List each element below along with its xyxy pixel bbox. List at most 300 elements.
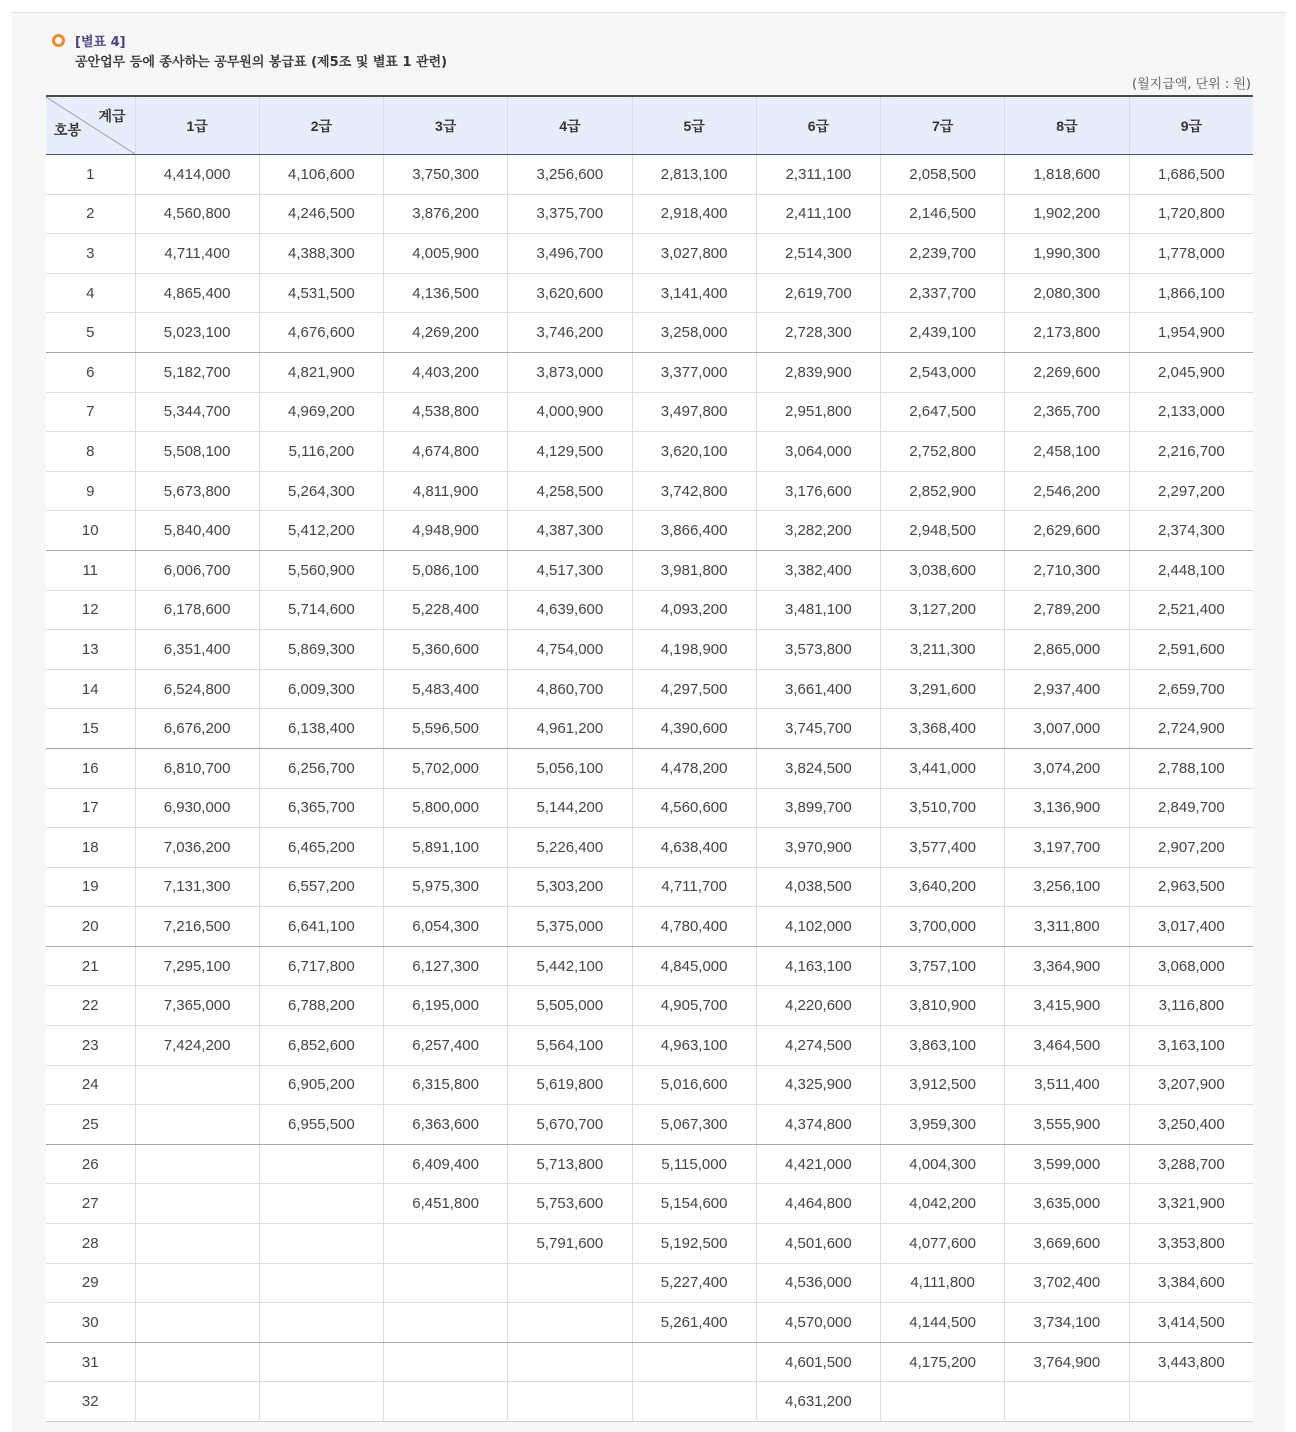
salary-cell: 4,780,400 — [632, 907, 756, 947]
step-cell: 27 — [46, 1184, 135, 1224]
salary-cell: 5,016,600 — [632, 1065, 756, 1105]
salary-cell — [1129, 1382, 1253, 1422]
salary-cell: 2,591,600 — [1129, 630, 1253, 670]
salary-cell: 3,441,000 — [881, 748, 1005, 788]
salary-cell: 5,375,000 — [508, 907, 632, 947]
salary-cell: 5,303,200 — [508, 867, 632, 907]
salary-cell: 4,274,500 — [756, 1026, 880, 1066]
salary-cell: 5,227,400 — [632, 1263, 756, 1303]
salary-cell — [259, 1144, 383, 1184]
salary-cell: 5,753,600 — [508, 1184, 632, 1224]
salary-cell: 4,845,000 — [632, 946, 756, 986]
salary-cell: 4,129,500 — [508, 432, 632, 472]
salary-cell: 3,007,000 — [1005, 709, 1129, 749]
salary-cell: 3,866,400 — [632, 511, 756, 551]
salary-cell: 4,948,900 — [384, 511, 508, 551]
salary-cell — [508, 1342, 632, 1382]
column-header: 6급 — [756, 96, 880, 155]
table-row — [46, 630, 1253, 670]
table-row — [46, 828, 1253, 868]
salary-cell: 6,363,600 — [384, 1105, 508, 1145]
salary-cell: 3,068,000 — [1129, 946, 1253, 986]
salary-cell: 2,546,200 — [1005, 471, 1129, 511]
salary-cell — [384, 1224, 508, 1264]
salary-cell — [632, 1342, 756, 1382]
salary-cell: 2,297,200 — [1129, 471, 1253, 511]
salary-cell: 5,412,200 — [259, 511, 383, 551]
salary-cell: 5,975,300 — [384, 867, 508, 907]
circle-bullet-icon — [52, 34, 65, 47]
table-row — [46, 1105, 1253, 1145]
salary-cell: 4,077,600 — [881, 1224, 1005, 1264]
step-cell: 2 — [46, 194, 135, 234]
salary-cell: 2,058,500 — [881, 155, 1005, 195]
salary-cell: 6,257,400 — [384, 1026, 508, 1066]
salary-cell: 3,464,500 — [1005, 1026, 1129, 1066]
salary-cell: 2,080,300 — [1005, 273, 1129, 313]
step-cell: 15 — [46, 709, 135, 749]
salary-cell: 5,800,000 — [384, 788, 508, 828]
salary-cell: 3,635,000 — [1005, 1184, 1129, 1224]
salary-cell: 5,344,700 — [135, 392, 259, 432]
salary-cell: 3,291,600 — [881, 669, 1005, 709]
salary-cell: 2,439,100 — [881, 313, 1005, 353]
table-row — [46, 550, 1253, 590]
salary-cell: 3,750,300 — [384, 155, 508, 195]
salary-cell: 3,375,700 — [508, 194, 632, 234]
salary-cell: 5,182,700 — [135, 352, 259, 392]
salary-cell — [632, 1382, 756, 1422]
salary-cell: 2,045,900 — [1129, 352, 1253, 392]
salary-cell — [508, 1382, 632, 1422]
salary-cell: 4,246,500 — [259, 194, 383, 234]
salary-cell: 3,669,600 — [1005, 1224, 1129, 1264]
salary-cell: 5,560,900 — [259, 550, 383, 590]
salary-cell: 3,127,200 — [881, 590, 1005, 630]
salary-cell: 1,902,200 — [1005, 194, 1129, 234]
salary-cell — [1005, 1382, 1129, 1422]
salary-cell: 4,297,500 — [632, 669, 756, 709]
salary-cell: 4,004,300 — [881, 1144, 1005, 1184]
salary-cell: 3,876,200 — [384, 194, 508, 234]
column-header: 9급 — [1129, 96, 1253, 155]
salary-cell: 5,261,400 — [632, 1303, 756, 1343]
column-header: 5급 — [632, 96, 756, 155]
salary-cell: 4,042,200 — [881, 1184, 1005, 1224]
salary-cell — [259, 1382, 383, 1422]
salary-cell: 2,752,800 — [881, 432, 1005, 472]
salary-cell: 2,619,700 — [756, 273, 880, 313]
salary-cell: 6,905,200 — [259, 1065, 383, 1105]
salary-cell: 4,905,700 — [632, 986, 756, 1026]
step-cell: 11 — [46, 550, 135, 590]
salary-cell: 3,321,900 — [1129, 1184, 1253, 1224]
salary-cell: 4,821,900 — [259, 352, 383, 392]
salary-cell: 4,570,000 — [756, 1303, 880, 1343]
salary-cell: 3,599,000 — [1005, 1144, 1129, 1184]
salary-cell: 3,959,300 — [881, 1105, 1005, 1145]
step-cell: 5 — [46, 313, 135, 353]
salary-cell: 5,023,100 — [135, 313, 259, 353]
salary-cell: 2,937,400 — [1005, 669, 1129, 709]
salary-cell: 6,930,000 — [135, 788, 259, 828]
salary-cell: 3,702,400 — [1005, 1263, 1129, 1303]
salary-cell: 5,619,800 — [508, 1065, 632, 1105]
salary-cell: 3,414,500 — [1129, 1303, 1253, 1343]
salary-cell: 3,364,900 — [1005, 946, 1129, 986]
salary-cell: 3,207,900 — [1129, 1065, 1253, 1105]
salary-cell: 7,424,200 — [135, 1026, 259, 1066]
content-frame — [12, 12, 1286, 1432]
step-cell: 6 — [46, 352, 135, 392]
salary-cell: 3,197,700 — [1005, 828, 1129, 868]
salary-cell: 2,411,100 — [756, 194, 880, 234]
salary-cell: 2,374,300 — [1129, 511, 1253, 551]
salary-cell: 5,264,300 — [259, 471, 383, 511]
salary-cell: 4,961,200 — [508, 709, 632, 749]
salary-cell — [259, 1342, 383, 1382]
step-cell: 7 — [46, 392, 135, 432]
salary-cell: 4,198,900 — [632, 630, 756, 670]
salary-cell: 2,951,800 — [756, 392, 880, 432]
salary-cell: 3,511,400 — [1005, 1065, 1129, 1105]
appendix-tag: [별표 4] — [75, 35, 126, 50]
table-body — [46, 155, 1253, 1422]
salary-cell — [135, 1342, 259, 1382]
step-cell: 12 — [46, 590, 135, 630]
salary-cell: 3,176,600 — [756, 471, 880, 511]
salary-cell: 3,742,800 — [632, 471, 756, 511]
salary-cell: 4,639,600 — [508, 590, 632, 630]
table-row — [46, 1144, 1253, 1184]
salary-cell: 2,907,200 — [1129, 828, 1253, 868]
step-cell: 10 — [46, 511, 135, 551]
table-row — [46, 1224, 1253, 1264]
table-row — [46, 748, 1253, 788]
salary-cell: 4,136,500 — [384, 273, 508, 313]
salary-cell: 5,702,000 — [384, 748, 508, 788]
salary-cell: 5,713,800 — [508, 1144, 632, 1184]
salary-cell: 4,501,600 — [756, 1224, 880, 1264]
salary-cell: 5,840,400 — [135, 511, 259, 551]
step-cell: 14 — [46, 669, 135, 709]
salary-cell: 5,116,200 — [259, 432, 383, 472]
salary-cell: 5,670,700 — [508, 1105, 632, 1145]
step-cell: 28 — [46, 1224, 135, 1264]
salary-cell: 6,256,700 — [259, 748, 383, 788]
step-cell: 1 — [46, 155, 135, 195]
salary-cell: 4,000,900 — [508, 392, 632, 432]
salary-cell: 4,517,300 — [508, 550, 632, 590]
salary-cell: 4,106,600 — [259, 155, 383, 195]
salary-cell: 4,258,500 — [508, 471, 632, 511]
salary-cell: 1,990,300 — [1005, 234, 1129, 274]
salary-cell — [135, 1303, 259, 1343]
salary-cell: 4,865,400 — [135, 273, 259, 313]
salary-cell: 3,899,700 — [756, 788, 880, 828]
table-row — [46, 471, 1253, 511]
table-row — [46, 352, 1253, 392]
salary-cell: 6,138,400 — [259, 709, 383, 749]
salary-cell: 5,442,100 — [508, 946, 632, 986]
header-row — [46, 96, 1253, 155]
salary-cell: 5,869,300 — [259, 630, 383, 670]
salary-cell: 3,510,700 — [881, 788, 1005, 828]
salary-cell: 3,555,900 — [1005, 1105, 1129, 1145]
salary-cell: 3,311,800 — [1005, 907, 1129, 947]
salary-cell: 2,239,700 — [881, 234, 1005, 274]
salary-cell: 3,282,200 — [756, 511, 880, 551]
salary-cell — [135, 1382, 259, 1422]
salary-cell: 6,641,100 — [259, 907, 383, 947]
salary-cell: 6,524,800 — [135, 669, 259, 709]
salary-cell: 3,496,700 — [508, 234, 632, 274]
salary-cell: 2,813,100 — [632, 155, 756, 195]
salary-cell — [384, 1303, 508, 1343]
salary-cell: 5,791,600 — [508, 1224, 632, 1264]
table-row — [46, 907, 1253, 947]
salary-cell: 2,629,600 — [1005, 511, 1129, 551]
salary-cell: 1,954,900 — [1129, 313, 1253, 353]
salary-cell: 2,948,500 — [881, 511, 1005, 551]
salary-cell: 5,483,400 — [384, 669, 508, 709]
salary-cell: 3,415,900 — [1005, 986, 1129, 1026]
table-row — [46, 788, 1253, 828]
salary-cell: 5,564,100 — [508, 1026, 632, 1066]
salary-cell: 6,717,800 — [259, 946, 383, 986]
salary-cell: 2,365,700 — [1005, 392, 1129, 432]
table-header — [46, 96, 1253, 155]
salary-cell — [259, 1224, 383, 1264]
salary-cell: 6,054,300 — [384, 907, 508, 947]
step-cell: 20 — [46, 907, 135, 947]
salary-cell: 5,067,300 — [632, 1105, 756, 1145]
salary-cell: 3,377,000 — [632, 352, 756, 392]
salary-cell: 6,409,400 — [384, 1144, 508, 1184]
salary-cell: 4,093,200 — [632, 590, 756, 630]
salary-cell: 2,710,300 — [1005, 550, 1129, 590]
salary-cell — [259, 1303, 383, 1343]
column-header: 3급 — [384, 96, 508, 155]
salary-cell: 2,146,500 — [881, 194, 1005, 234]
salary-cell: 3,734,100 — [1005, 1303, 1129, 1343]
salary-cell — [135, 1224, 259, 1264]
table-row — [46, 590, 1253, 630]
table-row — [46, 986, 1253, 1026]
column-header: 4급 — [508, 96, 632, 155]
salary-cell: 2,173,800 — [1005, 313, 1129, 353]
salary-cell: 6,676,200 — [135, 709, 259, 749]
salary-cell: 6,788,200 — [259, 986, 383, 1026]
salary-cell: 5,192,500 — [632, 1224, 756, 1264]
column-header: 1급 — [135, 96, 259, 155]
table-row — [46, 946, 1253, 986]
salary-cell: 3,116,800 — [1129, 986, 1253, 1026]
salary-cell: 5,144,200 — [508, 788, 632, 828]
salary-cell: 4,860,700 — [508, 669, 632, 709]
step-cell: 16 — [46, 748, 135, 788]
column-header: 7급 — [881, 96, 1005, 155]
salary-cell: 2,918,400 — [632, 194, 756, 234]
salary-cell: 2,659,700 — [1129, 669, 1253, 709]
salary-cell: 6,810,700 — [135, 748, 259, 788]
salary-cell: 7,216,500 — [135, 907, 259, 947]
salary-cell: 4,601,500 — [756, 1342, 880, 1382]
salary-cell: 5,228,400 — [384, 590, 508, 630]
salary-cell: 4,464,800 — [756, 1184, 880, 1224]
salary-cell: 4,421,000 — [756, 1144, 880, 1184]
salary-cell: 4,374,800 — [756, 1105, 880, 1145]
salary-cell: 4,111,800 — [881, 1263, 1005, 1303]
salary-cell: 2,543,000 — [881, 352, 1005, 392]
grade-axis-label: 계급 — [98, 108, 126, 124]
salary-cell: 5,673,800 — [135, 471, 259, 511]
table-row — [46, 392, 1253, 432]
salary-cell: 5,505,000 — [508, 986, 632, 1026]
step-cell: 3 — [46, 234, 135, 274]
salary-cell: 2,728,300 — [756, 313, 880, 353]
salary-cell: 6,315,800 — [384, 1065, 508, 1105]
table-row — [46, 669, 1253, 709]
salary-cell: 3,873,000 — [508, 352, 632, 392]
salary-cell: 3,256,100 — [1005, 867, 1129, 907]
salary-cell: 4,638,400 — [632, 828, 756, 868]
salary-cell: 2,311,100 — [756, 155, 880, 195]
salary-cell: 4,536,000 — [756, 1263, 880, 1303]
salary-cell: 4,102,000 — [756, 907, 880, 947]
salary-cell — [135, 1144, 259, 1184]
salary-cell: 4,403,200 — [384, 352, 508, 392]
salary-cell: 3,163,100 — [1129, 1026, 1253, 1066]
salary-cell: 3,573,800 — [756, 630, 880, 670]
salary-cell: 3,353,800 — [1129, 1224, 1253, 1264]
salary-cell: 2,788,100 — [1129, 748, 1253, 788]
salary-cell: 1,778,000 — [1129, 234, 1253, 274]
table-row — [46, 432, 1253, 472]
salary-cell — [508, 1303, 632, 1343]
salary-cell: 4,038,500 — [756, 867, 880, 907]
salary-cell: 4,676,600 — [259, 313, 383, 353]
salary-cell: 3,700,000 — [881, 907, 1005, 947]
corner-cell — [46, 96, 135, 155]
salary-cell: 3,382,400 — [756, 550, 880, 590]
salary-cell: 7,365,000 — [135, 986, 259, 1026]
salary-cell: 3,074,200 — [1005, 748, 1129, 788]
unit-note: (월지급액, 단위 : 원) — [1132, 77, 1251, 92]
step-cell: 24 — [46, 1065, 135, 1105]
salary-cell: 3,017,400 — [1129, 907, 1253, 947]
salary-cell: 5,056,100 — [508, 748, 632, 788]
step-cell: 18 — [46, 828, 135, 868]
table-row — [46, 155, 1253, 195]
salary-cell: 1,686,500 — [1129, 155, 1253, 195]
step-cell: 9 — [46, 471, 135, 511]
salary-cell: 5,891,100 — [384, 828, 508, 868]
salary-cell: 4,711,400 — [135, 234, 259, 274]
salary-cell: 4,163,100 — [756, 946, 880, 986]
salary-table-section — [46, 13, 1253, 1411]
salary-cell: 1,866,100 — [1129, 273, 1253, 313]
salary-cell — [135, 1065, 259, 1105]
salary-cell: 4,325,900 — [756, 1065, 880, 1105]
section-heading — [46, 13, 1253, 73]
column-header: 2급 — [259, 96, 383, 155]
salary-cell: 2,849,700 — [1129, 788, 1253, 828]
salary-cell — [881, 1382, 1005, 1422]
step-cell: 17 — [46, 788, 135, 828]
salary-cell: 4,220,600 — [756, 986, 880, 1026]
salary-cell: 2,963,500 — [1129, 867, 1253, 907]
salary-cell: 3,064,000 — [756, 432, 880, 472]
salary-cell: 3,481,100 — [756, 590, 880, 630]
salary-cell: 6,127,300 — [384, 946, 508, 986]
salary-cell: 3,368,400 — [881, 709, 1005, 749]
table-row — [46, 511, 1253, 551]
salary-cell: 6,195,000 — [384, 986, 508, 1026]
salary-cell: 5,360,600 — [384, 630, 508, 670]
salary-cell: 3,136,900 — [1005, 788, 1129, 828]
salary-cell — [384, 1263, 508, 1303]
salary-cell: 2,133,000 — [1129, 392, 1253, 432]
salary-cell — [135, 1105, 259, 1145]
table-title: 공안업무 등에 종사하는 공무원의 봉급표 (제5조 및 별표 1 관련) — [75, 55, 448, 70]
salary-cell: 3,258,000 — [632, 313, 756, 353]
salary-cell: 4,005,900 — [384, 234, 508, 274]
salary-cell: 3,497,800 — [632, 392, 756, 432]
salary-cell: 4,538,800 — [384, 392, 508, 432]
table-row — [46, 273, 1253, 313]
salary-cell: 2,852,900 — [881, 471, 1005, 511]
salary-cell: 2,839,900 — [756, 352, 880, 392]
salary-cell: 7,131,300 — [135, 867, 259, 907]
step-cell: 26 — [46, 1144, 135, 1184]
step-cell: 22 — [46, 986, 135, 1026]
table-row — [46, 709, 1253, 749]
salary-cell — [384, 1342, 508, 1382]
salary-cell — [508, 1263, 632, 1303]
step-cell: 25 — [46, 1105, 135, 1145]
table-row — [46, 1342, 1253, 1382]
salary-cell: 4,388,300 — [259, 234, 383, 274]
table-row — [46, 194, 1253, 234]
salary-cell: 2,269,600 — [1005, 352, 1129, 392]
salary-cell: 4,414,000 — [135, 155, 259, 195]
step-cell: 30 — [46, 1303, 135, 1343]
salary-cell: 4,631,200 — [756, 1382, 880, 1422]
salary-cell: 6,006,700 — [135, 550, 259, 590]
step-cell: 29 — [46, 1263, 135, 1303]
table-row — [46, 313, 1253, 353]
step-cell: 8 — [46, 432, 135, 472]
salary-table — [46, 95, 1253, 1422]
step-cell: 19 — [46, 867, 135, 907]
salary-cell: 3,027,800 — [632, 234, 756, 274]
salary-cell: 2,865,000 — [1005, 630, 1129, 670]
salary-cell: 3,764,900 — [1005, 1342, 1129, 1382]
column-header: 8급 — [1005, 96, 1129, 155]
salary-cell: 3,256,600 — [508, 155, 632, 195]
salary-cell: 2,448,100 — [1129, 550, 1253, 590]
salary-cell: 3,038,600 — [881, 550, 1005, 590]
table-row — [46, 1263, 1253, 1303]
salary-cell: 2,647,500 — [881, 392, 1005, 432]
salary-cell: 2,521,400 — [1129, 590, 1253, 630]
salary-cell: 3,810,900 — [881, 986, 1005, 1026]
salary-cell: 3,577,400 — [881, 828, 1005, 868]
salary-cell: 3,141,400 — [632, 273, 756, 313]
step-cell: 13 — [46, 630, 135, 670]
salary-cell: 5,596,500 — [384, 709, 508, 749]
